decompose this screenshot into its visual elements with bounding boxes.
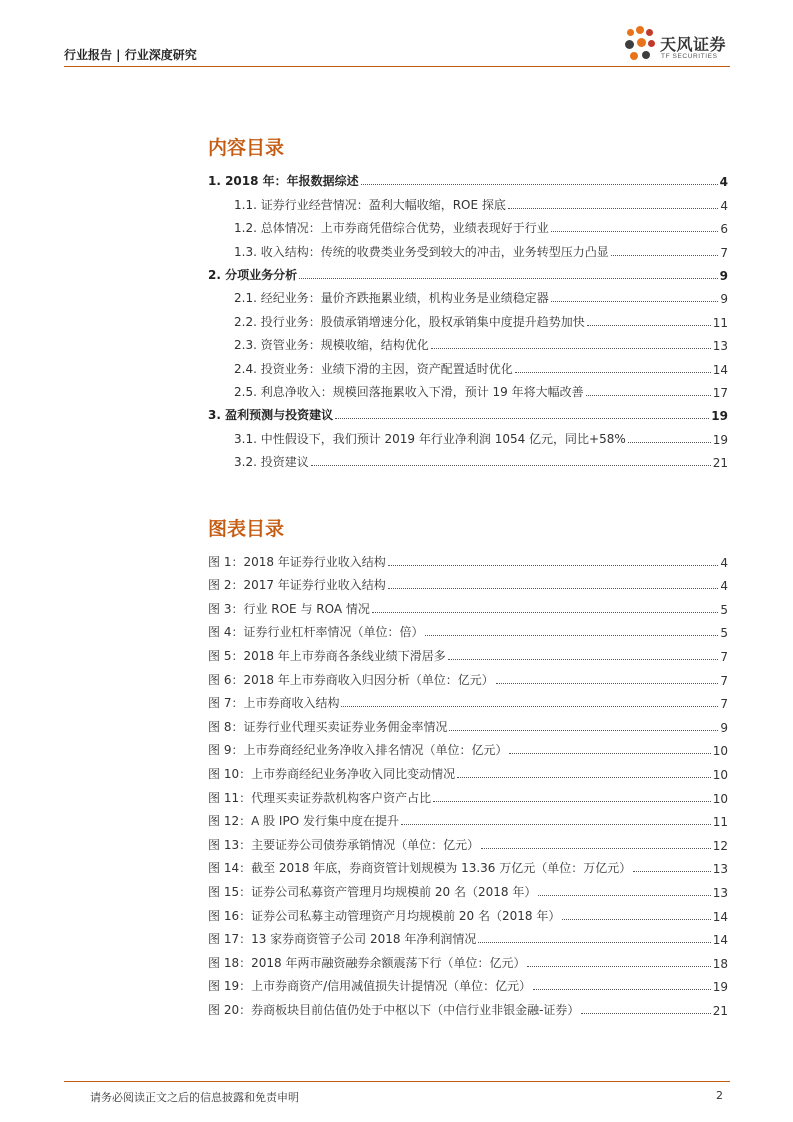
figure-entry[interactable] [208,640,728,664]
toc-entry-page: 9 [720,292,728,307]
toc-entry-label: 1.1. 证券行业经营情况：盈利大幅收缩，ROE 探底 [234,197,506,212]
dot-leader [311,465,711,466]
toc-entry-page: 7 [720,245,728,260]
toc-entry[interactable] [208,189,728,212]
figure-entry[interactable] [208,664,728,688]
dot-leader [299,278,718,279]
toc-entry[interactable] [208,213,728,236]
toc-entry-label: 1. 2018 年：年报数据综述 [208,174,359,189]
page-number: 2 [716,1089,723,1102]
figure-entry-label: 图 10：上市券商经纪业务净收入同比变动情况 [208,766,456,781]
figure-entry-page: 14 [712,909,728,924]
dot-leader [341,706,718,707]
dot-leader [425,635,718,636]
figure-entry-label: 图 5：2018 年上市券商各条线业绩下滑居多 [208,648,446,663]
toc-entry[interactable] [208,353,728,376]
figure-entry[interactable] [208,688,728,712]
toc-entry[interactable] [208,306,728,329]
toc-title: 内容目录 [208,137,285,159]
figure-entry[interactable] [208,546,728,570]
figure-entry-label: 图 6：2018 年上市券商收入归因分析（单位：亿元） [208,672,494,687]
figure-entry-label: 图 14：截至 2018 年底，券商资管计划规模为 13.36 万亿元（单位：万亿元） [208,861,632,876]
logo-company-name: 天风证券 [660,35,727,54]
figure-entry-label: 图 1：2018 年证券行业收入结构 [208,554,386,569]
report-category: 行业报告 | 行业深度研究 [64,48,197,62]
dot-leader [551,301,719,302]
toc-entry-page: 9 [719,268,728,283]
figure-entry-label: 图 8：证券行业代理买卖证券业务佣金率情况 [208,719,448,734]
toc-entry-label: 2. 分项业务分析 [208,267,298,282]
figure-entry-label: 图 11：代理买卖证券款机构客户资产占比 [208,790,432,805]
toc-entry[interactable] [208,447,728,470]
figure-entry[interactable] [208,924,728,948]
dot-leader [527,966,710,967]
dot-leader [448,659,719,660]
figure-entry[interactable] [208,900,728,924]
figure-entry-label: 图 3：行业 ROE 与 ROA 情况 [208,601,370,616]
figure-entry-page: 4 [720,555,728,570]
logo-company-subtitle: TF SECURITIES [661,53,718,60]
figure-entry[interactable] [208,711,728,735]
figure-entry-page: 14 [712,933,728,948]
figure-entry[interactable] [208,735,728,759]
figure-entry-label: 图 15：证券公司私募资产管理月均规模前 20 名（2018 年） [208,884,537,899]
figure-entry-label: 图 13：主要证券公司债券承销情况（单位：亿元） [208,837,480,852]
dot-leader [587,325,711,326]
dot-leader [372,612,719,613]
toc-entry-page: 13 [712,339,728,354]
footer-disclaimer: 请务必阅读正文之后的信息披露和免责申明 [90,1091,299,1104]
figure-entry-page: 4 [720,579,728,594]
dot-leader [388,588,719,589]
dot-leader [508,208,718,209]
figure-entry-label: 图 9：上市券商经纪业务净收入排名情况（单位：亿元） [208,743,508,758]
toc-entry-label: 1.2. 总体情况：上市券商凭借综合优势，业绩表现好于行业 [234,221,549,236]
toc-entry-label: 3. 盈利预测与投资建议 [208,408,334,423]
dot-leader [496,683,719,684]
toc-entry[interactable] [208,423,728,446]
toc-entry[interactable] [208,377,728,400]
toc-entry[interactable] [208,260,728,283]
toc-entry[interactable] [208,330,728,353]
toc-entry-label: 2.4. 投资业务：业绩下滑的主因，资产配置适时优化 [234,361,513,376]
figure-entry-page: 10 [712,744,728,759]
figure-entry-page: 5 [720,626,728,641]
figure-entry[interactable] [208,971,728,995]
dot-leader [431,348,711,349]
figure-entry-page: 13 [712,885,728,900]
toc-entry-label: 2.1. 经纪业务：量价齐跌拖累业绩，机构业务是业绩稳定器 [234,291,549,306]
figure-entry-page: 21 [712,1003,728,1018]
footer-divider [64,1081,730,1082]
figure-entry-label: 图 20：券商板块目前估值仍处于中枢以下（中信行业非银金融-证券） [208,1002,580,1017]
figure-entry-page: 9 [720,720,728,735]
dot-leader [551,231,719,232]
toc-entry[interactable] [208,400,728,423]
figure-entry-page: 10 [712,767,728,782]
toc-entry-label: 2.2. 投行业务：股债承销增速分化，股权承销集中度提升趋势加快 [234,314,585,329]
toc-entry-label: 2.3. 资管业务：规模收缩，结构优化 [234,338,429,353]
figure-entry-page: 7 [720,697,728,712]
figure-entry[interactable] [208,994,728,1018]
dot-leader [478,942,710,943]
toc-entry-page: 6 [720,222,728,237]
toc-entry[interactable] [208,283,728,306]
figure-entry[interactable] [208,829,728,853]
figure-entry-label: 图 12：A 股 IPO 发行集中度在提升 [208,814,399,829]
toc-entry-page: 19 [711,409,728,424]
toc-entry-label: 3.2. 投资建议 [234,455,309,470]
dot-leader [388,565,719,566]
figure-entry-label: 图 17：13 家券商资管子公司 2018 年净利润情况 [208,932,477,947]
dot-leader [361,184,718,185]
figure-entry[interactable] [208,782,728,806]
toc-entry[interactable] [208,236,728,259]
toc-entry-page: 21 [712,456,728,471]
figure-entry[interactable] [208,853,728,877]
figure-entry[interactable] [208,947,728,971]
dot-leader [633,871,710,872]
figure-entry-label: 图 2：2017 年证券行业收入结构 [208,578,386,593]
figure-entry-page: 11 [712,815,728,830]
toc-entry-page: 19 [712,432,728,447]
toc-entry-label: 2.5. 利息净收入：规模回落拖累收入下滑，预计 19 年将大幅改善 [234,384,584,399]
figure-entry-page: 7 [720,649,728,664]
toc-entry-page: 4 [720,198,728,213]
header-divider [64,66,730,67]
figure-entry-label: 图 4：证券行业杠杆率情况（单位：倍） [208,625,424,640]
figure-entry[interactable] [208,876,728,900]
dot-leader [538,895,710,896]
dot-leader [611,255,719,256]
figure-entry[interactable] [208,570,728,594]
figure-entry-label: 图 19：上市券商资产/信用减值损失计提情况（单位：亿元） [208,979,532,994]
figure-entry-page: 10 [712,791,728,806]
toc-entry-page: 11 [712,315,728,330]
figure-entry[interactable] [208,806,728,830]
dot-leader [515,372,711,373]
figure-entry-page: 18 [712,956,728,971]
figure-entry-page: 19 [712,980,728,995]
logo-flower-icon [624,26,658,64]
dot-leader [457,777,711,778]
dot-leader [533,989,711,990]
figure-entry-page: 5 [720,602,728,617]
toc-entry-page: 17 [712,385,728,400]
dot-leader [433,801,711,802]
dot-leader [449,730,718,731]
figure-entry[interactable] [208,617,728,641]
toc-entry-label: 1.3. 收入结构：传统的收费类业务受到较大的冲击，业务转型压力凸显 [234,244,609,259]
dot-leader [401,824,711,825]
dot-leader [509,753,710,754]
table-of-contents [208,166,728,470]
figure-entry-page: 13 [712,862,728,877]
figure-entry[interactable] [208,758,728,782]
dot-leader [586,395,711,396]
dot-leader [628,442,711,443]
figures-title: 图表目录 [208,518,285,540]
figure-entry-label: 图 16：证券公司私募主动管理资产月均规模前 20 名（2018 年） [208,908,561,923]
dot-leader [335,418,709,419]
figure-entry-label: 图 18：2018 年两市融资融券余额震荡下行（单位：亿元） [208,955,526,970]
toc-entry[interactable] [208,166,728,189]
toc-entry-label: 3.1. 中性假设下，我们预计 2019 年行业净利润 1054 亿元，同比+58% [234,431,626,446]
toc-entry-page: 4 [719,175,728,190]
dot-leader [581,1013,710,1014]
figure-entry[interactable] [208,593,728,617]
toc-entry-page: 14 [712,362,728,377]
list-of-figures [208,546,728,1018]
dot-leader [562,919,710,920]
figure-entry-page: 7 [720,673,728,688]
company-logo [624,26,734,66]
figure-entry-page: 12 [712,838,728,853]
dot-leader [481,848,711,849]
figure-entry-label: 图 7：上市券商收入结构 [208,696,340,711]
